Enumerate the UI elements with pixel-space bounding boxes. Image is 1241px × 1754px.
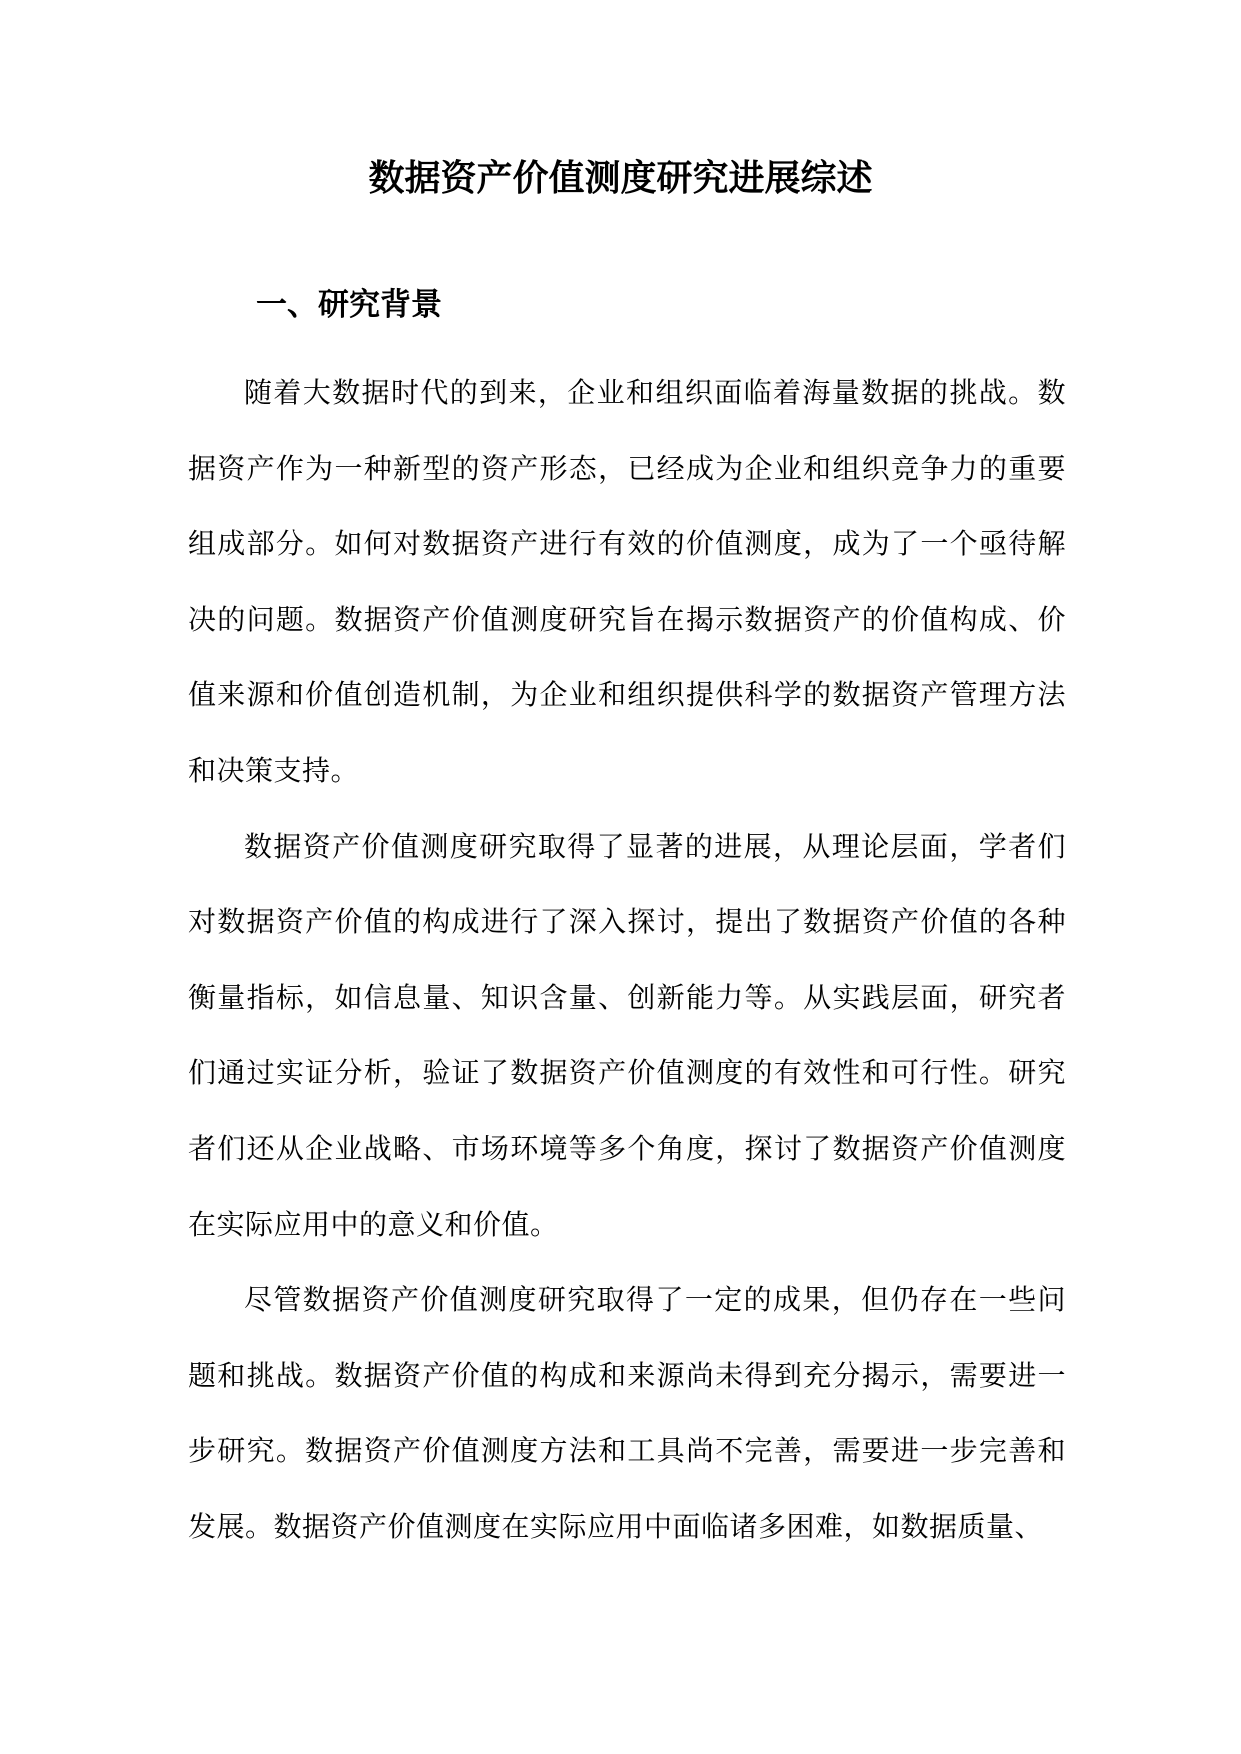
- paragraph-1: 随着大数据时代的到来，企业和组织面临着海量数据的挑战。数据资产作为一种新型的资产形态，已经成为企业和组织竞争力的重要组成部分。如何对数据资产进行有效的价值测度，成为了一个亟待解决的问题。数据资产价值测度研究旨在揭示数据资产的价值构成、价值来源和价值创造机制，为企业和组织提供科学的数据资产管理方法和决策支持。: [188, 376, 1066, 787]
- document-title: 数据资产价值测度研究进展综述: [368, 157, 873, 199]
- paragraph-2: 数据资产价值测度研究取得了显著的进展，从理论层面，学者们对数据资产价值的构成进行了深入探讨，提出了数据资产价值的各种衡量指标，如信息量、知识含量、创新能力等。从实践层面，研究者们通过实证分析，验证了数据资产价值测度的有效性和可行性。研究者们还从企业战略、市场环境等多个角度，探讨了数据资产价值测度在实际应用中的意义和价值。: [188, 829, 1066, 1241]
- section-heading: 一、研究背景: [256, 287, 442, 323]
- document-body: [188, 355, 1066, 1565]
- paragraph-3: 尽管数据资产价值测度研究取得了一定的成果，但仍存在一些问题和挑战。数据资产价值的构成和来源尚未得到充分揭示，需要进一步研究。数据资产价值测度方法和工具尚不完善，需要进一步完善和发展。数据资产价值测度在实际应用中面临诸多困难，如数据质量、: [188, 1283, 1066, 1543]
